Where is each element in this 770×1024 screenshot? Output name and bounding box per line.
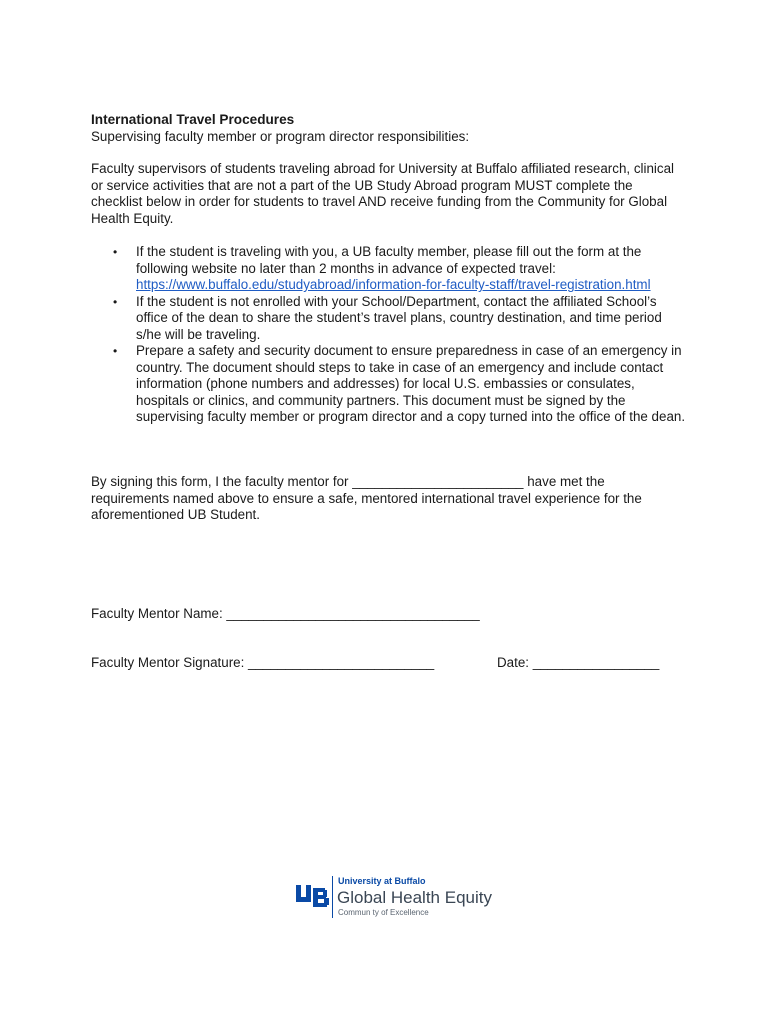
checklist-item-text: Prepare a safety and security document to ensure preparedness in case of an emergency in country. The document should steps to take in case of an emergency and include contact information (phone numbers and addresses) for local U.S. embassies or consulates, hospitals or clinics, and community partners. This document must be signed by the supervising faculty member or program director and a copy turned into the office of the dean. (136, 343, 686, 424)
logo-name: Global Health Equity (337, 888, 492, 907)
document-title: International Travel Procedures (91, 112, 295, 127)
checklist-item (91, 294, 686, 344)
date-field[interactable]: Date: _________________ (497, 655, 660, 670)
bullet-icon: • (113, 245, 118, 259)
intro-paragraph: Faculty supervisors of students traveling abroad for University at Buffalo affiliated research, clinical or service activities that are not a part of the UB Study Abroad program MUST complete the checklist below in order for students to travel AND receive funding from the Community for Global Health Equity. (91, 161, 675, 226)
checklist-item-text: If the student is not enrolled with your School/Department, contact the affiliated School’s office of the dean to share the student’s travel plans, country destination, and time period s/he will be traveling. (136, 293, 662, 342)
mentor-signature-field[interactable]: Faculty Mentor Signature: _________________________ (91, 655, 435, 670)
checklist (91, 244, 686, 426)
signing-statement: By signing this form, I the faculty mentor for _______________________ have met the requirements named above to ensure a safe, mentored international travel experience for the aforementioned UB Student. (91, 474, 642, 523)
checklist-item-text: If the student is traveling with you, a UB faculty member, please fill out the form at the following website no later than 2 months in advance of expected travel: (136, 244, 642, 276)
ub-logo-icon (296, 885, 329, 907)
bullet-icon: • (113, 344, 118, 358)
mentor-name-field[interactable]: Faculty Mentor Name: __________________________________ (91, 606, 480, 621)
ghe-logo (296, 874, 492, 920)
travel-registration-link[interactable]: https://www.buffalo.edu/studyabroad/information-for-faculty-staff/travel-registration.html (136, 277, 651, 292)
document-subtitle: Supervising faculty member or program director responsibilities: (91, 129, 470, 144)
bullet-icon: • (113, 294, 118, 309)
checklist-item (91, 244, 686, 294)
logo-university: University at Buffalo (338, 876, 426, 886)
logo-divider (332, 876, 333, 918)
checklist-item (91, 343, 686, 426)
logo-tagline: Commun ty of Excellence (338, 908, 429, 917)
